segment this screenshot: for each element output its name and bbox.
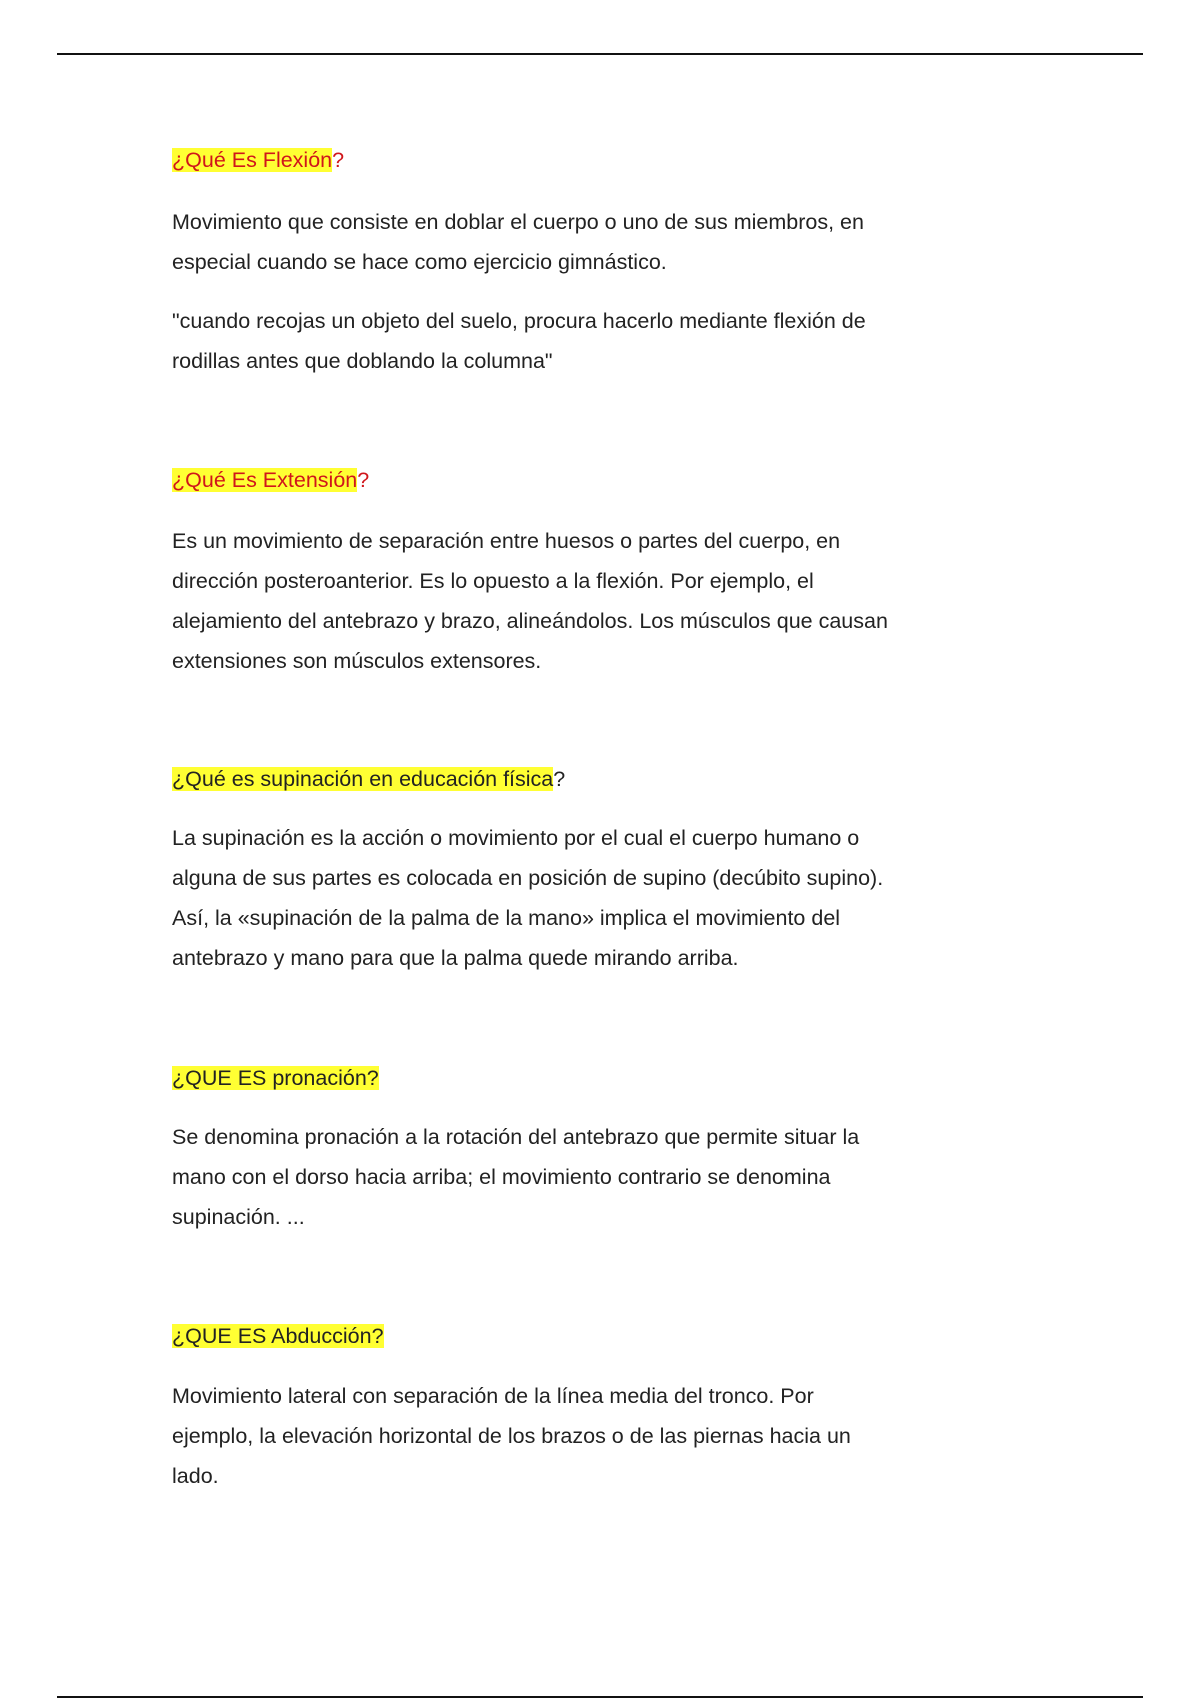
heading-supinacion — [172, 759, 565, 799]
text-line: Así, la «supinación de la palma de la mano» implica el movimiento del — [172, 906, 841, 930]
paragraph — [172, 1376, 851, 1496]
heading-flexion — [172, 140, 344, 180]
text-line: antebrazo y mano para que la palma quede mirando arriba. — [172, 946, 739, 970]
heading-pronacion — [172, 1058, 379, 1098]
paragraph — [172, 202, 864, 282]
text-line: Es un movimiento de separación entre huesos o partes del cuerpo, en — [172, 529, 841, 553]
heading-suffix: ? — [357, 468, 370, 492]
text-line: La supinación es la acción o movimiento por el cual el cuerpo humano o — [172, 826, 860, 850]
text-line: Movimiento que consiste en doblar el cuerpo o uno de sus miembros, en — [172, 210, 864, 234]
text-line: supinación. ... — [172, 1205, 305, 1229]
paragraph — [172, 301, 866, 381]
paragraph — [172, 521, 888, 681]
heading-text: ¿Qué Es Flexión — [172, 148, 333, 172]
text-line: Movimiento lateral con separación de la línea media del tronco. Por — [172, 1384, 814, 1408]
heading-text: ¿Qué Es Extensión — [172, 468, 358, 492]
text-line: Se denomina pronación a la rotación del antebrazo que permite situar la — [172, 1125, 860, 1149]
heading-suffix: ? — [332, 148, 345, 172]
text-line: dirección posteroanterior. Es lo opuesto a la flexión. Por ejemplo, el — [172, 569, 814, 593]
text-line: alejamiento del antebrazo y brazo, alineándolos. Los músculos que causan — [172, 609, 888, 633]
header-rule — [57, 53, 1143, 55]
heading-text: ¿Qué es supinación en educación física — [172, 767, 554, 791]
text-line: extensiones son músculos extensores. — [172, 649, 542, 673]
heading-abduccion — [172, 1316, 384, 1356]
footer-rule — [57, 1696, 1143, 1698]
text-line: especial cuando se hace como ejercicio gimnástico. — [172, 250, 667, 274]
paragraph — [172, 818, 883, 978]
text-line: lado. — [172, 1464, 219, 1488]
text-line: rodillas antes que doblando la columna" — [172, 349, 553, 373]
text-line: mano con el dorso hacia arriba; el movimiento contrario se denomina — [172, 1165, 831, 1189]
heading-suffix: ? — [553, 767, 566, 791]
heading-extension — [172, 460, 369, 500]
text-line: "cuando recojas un objeto del suelo, procura hacerlo mediante flexión de — [172, 309, 866, 333]
paragraph — [172, 1117, 859, 1237]
text-line: ejemplo, la elevación horizontal de los brazos o de las piernas hacia un — [172, 1424, 851, 1448]
text-line: alguna de sus partes es colocada en posición de supino (decúbito supino). — [172, 866, 884, 890]
heading-text: ¿QUE ES Abducción? — [172, 1324, 384, 1348]
heading-text: ¿QUE ES pronación? — [172, 1066, 379, 1090]
